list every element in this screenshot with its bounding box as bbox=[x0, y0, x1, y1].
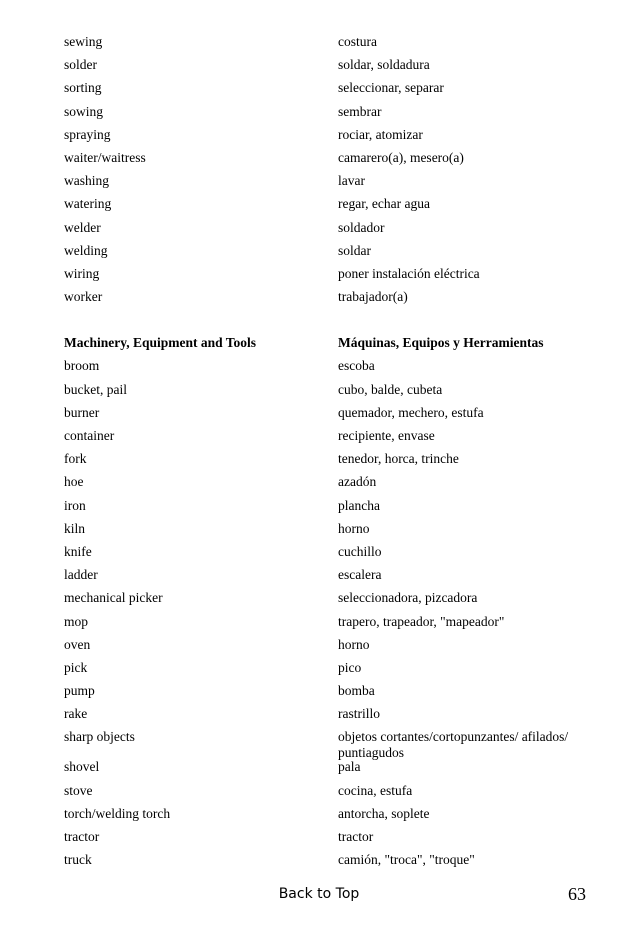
term-english: shovel bbox=[64, 759, 100, 775]
glossary-row bbox=[64, 706, 604, 729]
page-number: 63 bbox=[568, 884, 586, 904]
term-spanish: rastrillo bbox=[338, 706, 380, 722]
term-english: wiring bbox=[64, 265, 100, 281]
term-spanish: pala bbox=[338, 759, 361, 775]
glossary-row bbox=[64, 405, 604, 428]
term-spanish: trabajador(a) bbox=[338, 289, 408, 305]
term-english: solder bbox=[64, 57, 97, 73]
glossary-row bbox=[64, 220, 604, 243]
term-english: knife bbox=[64, 543, 92, 559]
glossary-row bbox=[64, 57, 604, 80]
section-spacer bbox=[64, 312, 604, 335]
term-english: welding bbox=[64, 242, 108, 258]
term-english: rake bbox=[64, 706, 88, 722]
term-english: mechanical picker bbox=[64, 590, 163, 606]
term-english: fork bbox=[64, 451, 87, 467]
term-spanish: rociar, atomizar bbox=[338, 126, 423, 142]
term-spanish: regar, echar agua bbox=[338, 196, 431, 212]
section-header bbox=[64, 335, 604, 358]
term-spanish: camarero(a), mesero(a) bbox=[338, 149, 464, 165]
back-to-top-link[interactable]: Back to Top bbox=[278, 886, 360, 902]
glossary-row bbox=[64, 729, 604, 759]
glossary-row bbox=[64, 80, 604, 103]
term-english: bucket, pail bbox=[64, 381, 127, 397]
term-spanish: camión, "troca", "troque" bbox=[338, 852, 475, 868]
glossary-row bbox=[64, 783, 604, 806]
glossary-row bbox=[64, 614, 604, 637]
term-spanish: cubo, balde, cubeta bbox=[338, 381, 443, 397]
term-spanish: objetos cortantes/cortopunzantes/ afilados/ puntiagudos bbox=[338, 729, 569, 761]
term-english: spraying bbox=[64, 126, 111, 142]
term-english: truck bbox=[64, 852, 92, 868]
glossary-row bbox=[64, 683, 604, 706]
term-spanish: recipiente, envase bbox=[338, 428, 435, 443]
glossary-row bbox=[64, 544, 604, 567]
term-english: tractor bbox=[64, 829, 100, 844]
term-english: worker bbox=[64, 289, 103, 305]
term-spanish: bomba bbox=[338, 683, 375, 699]
term-english: sewing bbox=[64, 34, 103, 49]
term-spanish: pico bbox=[338, 659, 362, 675]
term-english: waiter/waitress bbox=[64, 149, 146, 165]
term-english: sowing bbox=[64, 103, 104, 119]
term-english: torch/welding torch bbox=[64, 805, 171, 821]
term-spanish: tenedor, horca, trinche bbox=[338, 451, 459, 467]
term-english: oven bbox=[64, 636, 91, 652]
term-english: hoe bbox=[64, 474, 84, 490]
glossary-row bbox=[64, 289, 604, 312]
term-english: pick bbox=[64, 659, 88, 675]
term-spanish: horno bbox=[338, 636, 370, 652]
glossary-row bbox=[64, 358, 604, 381]
glossary-row bbox=[64, 127, 604, 150]
term-spanish: escoba bbox=[338, 358, 375, 374]
term-english: pump bbox=[64, 683, 95, 699]
term-spanish: tractor bbox=[338, 829, 374, 844]
glossary-row bbox=[64, 150, 604, 173]
term-english: iron bbox=[64, 497, 86, 513]
section-header-spanish: Máquinas, Equipos y Herramientas bbox=[338, 335, 544, 351]
glossary-row bbox=[64, 852, 604, 875]
term-spanish: soldador bbox=[338, 219, 385, 235]
term-spanish: seleccionadora, pizcadora bbox=[338, 590, 478, 606]
glossary-row bbox=[64, 173, 604, 196]
glossary-row bbox=[64, 759, 604, 782]
section-header-english: Machinery, Equipment and Tools bbox=[64, 335, 257, 351]
glossary-row bbox=[64, 806, 604, 829]
term-spanish: lavar bbox=[338, 173, 365, 189]
glossary-row bbox=[64, 382, 604, 405]
term-spanish: cocina, estufa bbox=[338, 782, 413, 798]
term-spanish: soldar, soldadura bbox=[338, 57, 430, 73]
term-english: container bbox=[64, 428, 115, 443]
term-spanish: soldar bbox=[338, 242, 371, 258]
term-english: mop bbox=[64, 613, 89, 629]
term-spanish: quemador, mechero, estufa bbox=[338, 404, 484, 420]
term-spanish: azadón bbox=[338, 474, 377, 490]
term-english: welder bbox=[64, 219, 101, 235]
glossary-row bbox=[64, 590, 604, 613]
glossary-row bbox=[64, 104, 604, 127]
term-english: stove bbox=[64, 782, 93, 798]
glossary-row bbox=[64, 34, 604, 57]
glossary-row bbox=[64, 196, 604, 219]
term-english: sorting bbox=[64, 80, 102, 96]
glossary-row bbox=[64, 266, 604, 289]
term-spanish: cuchillo bbox=[338, 543, 382, 559]
term-english: kiln bbox=[64, 520, 86, 536]
glossary-row bbox=[64, 660, 604, 683]
glossary-row bbox=[64, 498, 604, 521]
term-english: watering bbox=[64, 196, 112, 212]
glossary-row bbox=[64, 243, 604, 266]
term-spanish: poner instalación eléctrica bbox=[338, 265, 480, 281]
glossary-row bbox=[64, 637, 604, 660]
term-spanish: costura bbox=[338, 34, 377, 49]
glossary-row bbox=[64, 521, 604, 544]
term-english: sharp objects bbox=[64, 729, 135, 745]
term-spanish: horno bbox=[338, 520, 370, 536]
term-english: broom bbox=[64, 358, 100, 374]
term-english: washing bbox=[64, 173, 109, 189]
glossary-table bbox=[64, 34, 604, 875]
glossary-row bbox=[64, 451, 604, 474]
term-english: burner bbox=[64, 404, 100, 420]
term-spanish: sembrar bbox=[338, 103, 382, 119]
term-spanish: escalera bbox=[338, 567, 382, 583]
glossary-row bbox=[64, 829, 604, 852]
glossary-row bbox=[64, 428, 604, 451]
glossary-row bbox=[64, 567, 604, 590]
term-spanish: trapero, trapeador, "mapeador" bbox=[338, 613, 505, 629]
term-spanish: seleccionar, separar bbox=[338, 80, 444, 96]
term-spanish: plancha bbox=[338, 497, 380, 513]
glossary-row bbox=[64, 474, 604, 497]
term-spanish: antorcha, soplete bbox=[338, 805, 430, 821]
term-english: ladder bbox=[64, 567, 98, 583]
